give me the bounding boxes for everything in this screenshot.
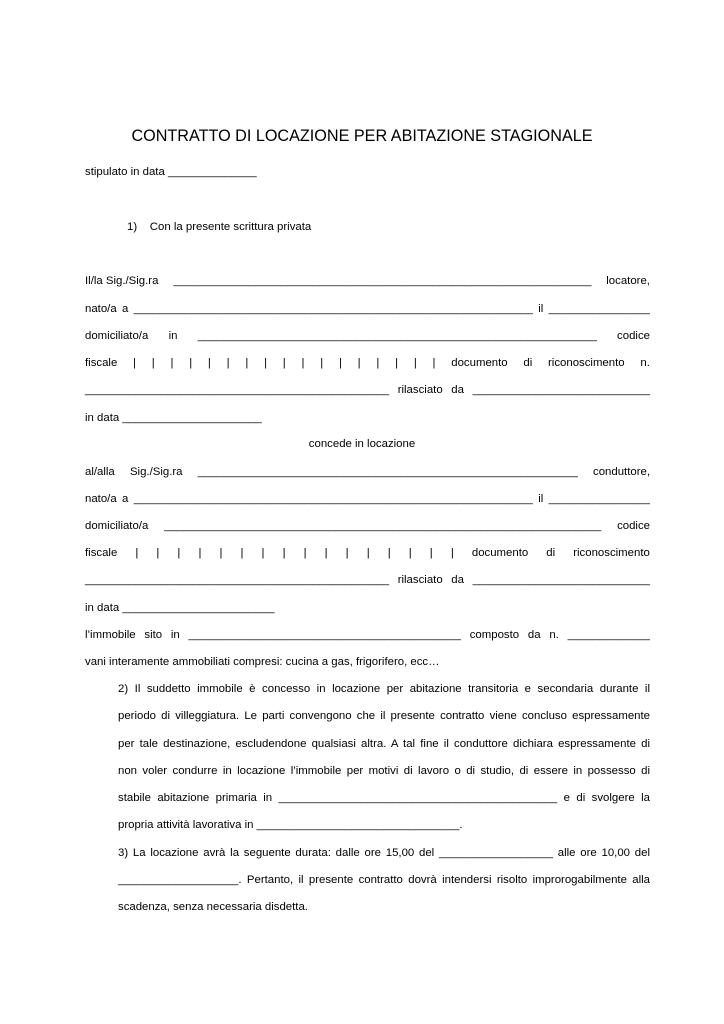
text-segment: domiciliato/a	[85, 520, 149, 532]
fiscal-code-separator: |	[156, 547, 160, 559]
text-segment: da	[451, 384, 464, 396]
fiscal-code-separator: |	[170, 357, 174, 369]
blank-field: _______________________________________________________________	[133, 303, 533, 315]
tenant-name-line	[85, 465, 650, 479]
fiscal-code-separator: |	[408, 547, 412, 559]
text-segment: in	[168, 330, 178, 342]
fiscal-code-separator: |	[366, 547, 370, 559]
section-2-line: propria attività lavorativa in ________________________________.	[118, 819, 463, 831]
fiscal-code-separator: |	[177, 547, 181, 559]
text-segment: composto	[469, 629, 520, 641]
blank-field: _____________________________________________________________________	[164, 520, 602, 532]
section-3-line: 3) La locazione avrà la seguente durata: dalle ore 15,00 del __________________ alle ore 10,00 del	[118, 847, 650, 859]
property-rooms-line: vani interamente ammobiliati compresi: cucina a gas, frigorifero, ecc…	[85, 656, 440, 668]
fiscal-code-separator: |	[429, 547, 433, 559]
tenant-domicile-line	[85, 519, 650, 533]
text-segment: Sig./Sig.ra	[129, 466, 183, 478]
fiscal-code-separator: |	[376, 357, 380, 369]
section-2-line: stabile abitazione primaria in ____________________________________________ e di svolgere la	[118, 792, 650, 804]
text-segment: rilasciato	[397, 384, 443, 396]
document-title: CONTRATTO DI LOCAZIONE PER ABITAZIONE STAGIONALE	[131, 127, 593, 145]
text-segment: rilasciato	[397, 574, 443, 586]
text-segment: conduttore,	[593, 466, 650, 478]
text-segment: di	[523, 357, 533, 369]
blank-field: _______________________________________________________________	[133, 493, 533, 505]
blank-field: _____________	[567, 629, 650, 641]
stipulated-date-line: stipulato in data ______________	[85, 166, 257, 178]
section-2-line: periodo di villeggiatura. Le parti convengono che il presente contratto viene concluso espressamente	[118, 710, 650, 722]
blank-field: ________________________________________________	[85, 574, 390, 586]
blank-field: ________________________________________________	[85, 384, 390, 396]
text-segment: documento	[471, 547, 529, 559]
tenant-document-line	[85, 573, 650, 587]
text-segment: domiciliato/a	[85, 330, 149, 342]
lessor-name-line	[85, 274, 650, 288]
fiscal-code-separator: |	[207, 357, 211, 369]
text-segment: Il/la Sig./Sig.ra	[85, 275, 159, 287]
lessor-date-line: in data ______________________	[85, 412, 262, 424]
text-segment: nato/a	[85, 493, 117, 505]
tenant-birth-line	[85, 492, 650, 506]
text-segment: da	[451, 574, 464, 586]
section-3-line: scadenza, senza necessaria disdetta.	[118, 901, 308, 913]
text-segment: il	[538, 493, 544, 505]
fiscal-code-separator: |	[357, 357, 361, 369]
tenant-fiscal-code-line	[85, 546, 650, 560]
blank-field: ____________________________	[472, 384, 650, 396]
fiscal-code-separator: |	[189, 357, 193, 369]
fiscal-code-separator: |	[450, 547, 454, 559]
fiscal-code-separator: |	[133, 357, 137, 369]
grant-heading: concede in locazione	[308, 438, 416, 450]
lessor-birth-line	[85, 302, 650, 316]
blank-field: ________________	[548, 493, 650, 505]
text-segment: a	[122, 493, 129, 505]
section-2-line: 2) Il suddetto immobile è concesso in locazione per abitazione transitoria e secondaria durante il	[118, 683, 650, 695]
text-segment: sito	[144, 629, 163, 641]
fiscal-code-separator: |	[301, 357, 305, 369]
blank-field: ____________________________	[472, 574, 650, 586]
fiscal-code-separator: |	[413, 357, 417, 369]
fiscal-code-separator: |	[432, 357, 436, 369]
text-segment: codice	[617, 520, 650, 532]
fiscal-code-separator: |	[395, 357, 399, 369]
blank-field: ____________________________________________________________	[197, 466, 578, 478]
blank-field: ___________________________________________	[188, 629, 461, 641]
text-segment: al/alla	[85, 466, 115, 478]
fiscal-code-separator: |	[282, 547, 286, 559]
section-3-line: ___________________. Pertanto, il presente contratto dovrà intendersi risolto improrogabilmente alla	[118, 874, 650, 886]
text-segment: n.	[549, 629, 559, 641]
fiscal-code-separator: |	[282, 357, 286, 369]
text-segment: documento	[451, 357, 508, 369]
text-segment: di	[546, 547, 556, 559]
fiscal-code-separator: |	[245, 357, 249, 369]
text-segment: da	[527, 629, 541, 641]
fiscal-code-separator: |	[198, 547, 202, 559]
text-segment: in	[170, 629, 180, 641]
fiscal-code-separator: |	[387, 547, 391, 559]
text-segment: fiscale	[85, 357, 118, 369]
section-2-line: non voler condurre in locazione l’immobile per motivi di lavoro o di studio, di essere in possesso di	[118, 765, 650, 777]
tenant-date-line: in data ________________________	[85, 602, 275, 614]
lessor-fiscal-code-line	[85, 356, 650, 370]
section-1-heading: 1) Con la presente scrittura privata	[127, 221, 312, 233]
fiscal-code-separator: |	[261, 547, 265, 559]
blank-field: __________________________________________________________________	[173, 275, 592, 287]
blank-field: ________________	[548, 303, 650, 315]
fiscal-code-separator: |	[226, 357, 230, 369]
text-segment: riconoscimento	[548, 357, 625, 369]
fiscal-code-separator: |	[264, 357, 268, 369]
fiscal-code-separator: |	[303, 547, 307, 559]
fiscal-code-separator: |	[338, 357, 342, 369]
blank-field: _______________________________________________________________	[197, 330, 597, 342]
fiscal-code-separator: |	[324, 547, 328, 559]
text-segment: fiscale	[85, 547, 118, 559]
fiscal-code-separator: |	[320, 357, 324, 369]
property-location-line	[85, 628, 650, 642]
fiscal-code-separator: |	[219, 547, 223, 559]
text-segment: il	[538, 303, 544, 315]
text-segment: codice	[617, 330, 650, 342]
lessor-document-line	[85, 383, 650, 397]
fiscal-code-separator: |	[135, 547, 139, 559]
fiscal-code-separator: |	[240, 547, 244, 559]
text-segment: riconoscimento	[573, 547, 650, 559]
lessor-domicile-line	[85, 329, 650, 343]
fiscal-code-separator: |	[345, 547, 349, 559]
text-segment: a	[122, 303, 129, 315]
text-segment: n.	[640, 357, 650, 369]
text-segment: locatore,	[606, 275, 650, 287]
section-2-line: per tale destinazione, escludendone qualsiasi altra. A tal fine il conduttore dichiara espressamente di	[118, 738, 650, 750]
text-segment: l’immobile	[85, 629, 136, 641]
fiscal-code-separator: |	[151, 357, 155, 369]
text-segment: nato/a	[85, 303, 117, 315]
